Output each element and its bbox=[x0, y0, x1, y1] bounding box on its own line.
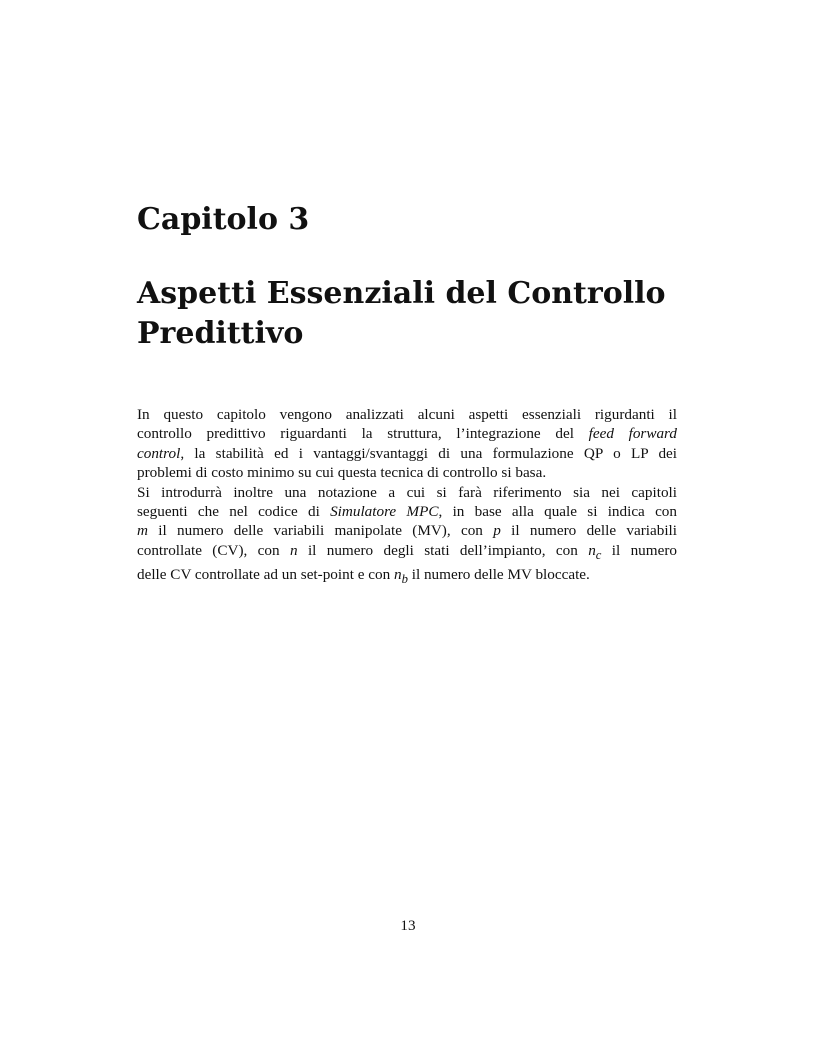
paragraph-1-line-4: problemi di costo minimo su cui questa tecnica di controllo si basa. bbox=[137, 464, 547, 482]
text-run: seguenti che nel codice di bbox=[137, 503, 331, 521]
text-run: controllate (CV), con bbox=[137, 541, 290, 559]
math-n-b-subscript: b bbox=[401, 572, 408, 587]
paragraph-2-line-4 bbox=[137, 541, 677, 565]
text-run: il numero delle MV bloccate. bbox=[407, 566, 590, 584]
paragraph-2-line-5 bbox=[137, 565, 677, 589]
text-run: , la stabilità ed i vantaggi/svantaggi di una formulazione QP o LP dei bbox=[180, 444, 677, 462]
chapter-title-line-1: Aspetti Essenziali del Controllo bbox=[137, 276, 666, 311]
text-run: , in base alla quale si indica con bbox=[438, 503, 677, 521]
paragraph-1-line-3 bbox=[137, 444, 677, 463]
paragraph-1-line-1: In questo capitolo vengono analizzati alcuni aspetti essenziali rigurdanti il bbox=[137, 406, 677, 423]
math-n: n bbox=[289, 541, 298, 559]
emphasis-control: control bbox=[137, 444, 181, 462]
page-number: 13 bbox=[400, 917, 416, 934]
text-run: delle CV controllate ad un set-point e con bbox=[137, 566, 394, 584]
chapter-label: Capitolo 3 bbox=[137, 202, 310, 237]
paragraph-2-line-3 bbox=[137, 521, 677, 540]
math-p: p bbox=[493, 522, 501, 540]
math-n-c-base: n bbox=[588, 541, 596, 559]
emphasis-feed-forward: feed forward bbox=[588, 425, 677, 443]
text-run: il numero delle variabili manipolate (MV), con bbox=[147, 522, 494, 540]
text-run: controllo predittivo riguardanti la struttura, l’integrazione del bbox=[137, 425, 589, 443]
paragraph-2-line-2 bbox=[137, 502, 677, 521]
text-run: il numero degli stati dell’impianto, con bbox=[297, 541, 589, 559]
paragraph-1-line-2 bbox=[137, 424, 677, 443]
text-run: il numero delle variabili bbox=[500, 522, 677, 540]
paragraph-2-line-1: Si introdurrà inoltre una notazione a cui si farà riferimento sia nei capitoli bbox=[137, 483, 677, 501]
math-n-c bbox=[588, 541, 602, 562]
chapter-title bbox=[137, 274, 697, 354]
text-run: il numero bbox=[601, 541, 677, 559]
math-n-c-subscript: c bbox=[595, 547, 602, 562]
emphasis-simulatore-mpc: Simulatore MPC bbox=[330, 503, 439, 521]
math-n-b-base: n bbox=[394, 566, 402, 584]
chapter-title-line-2: Predittivo bbox=[137, 316, 304, 351]
math-n-b bbox=[394, 566, 408, 587]
math-m: m bbox=[137, 522, 148, 540]
chapter-intro bbox=[137, 405, 677, 590]
